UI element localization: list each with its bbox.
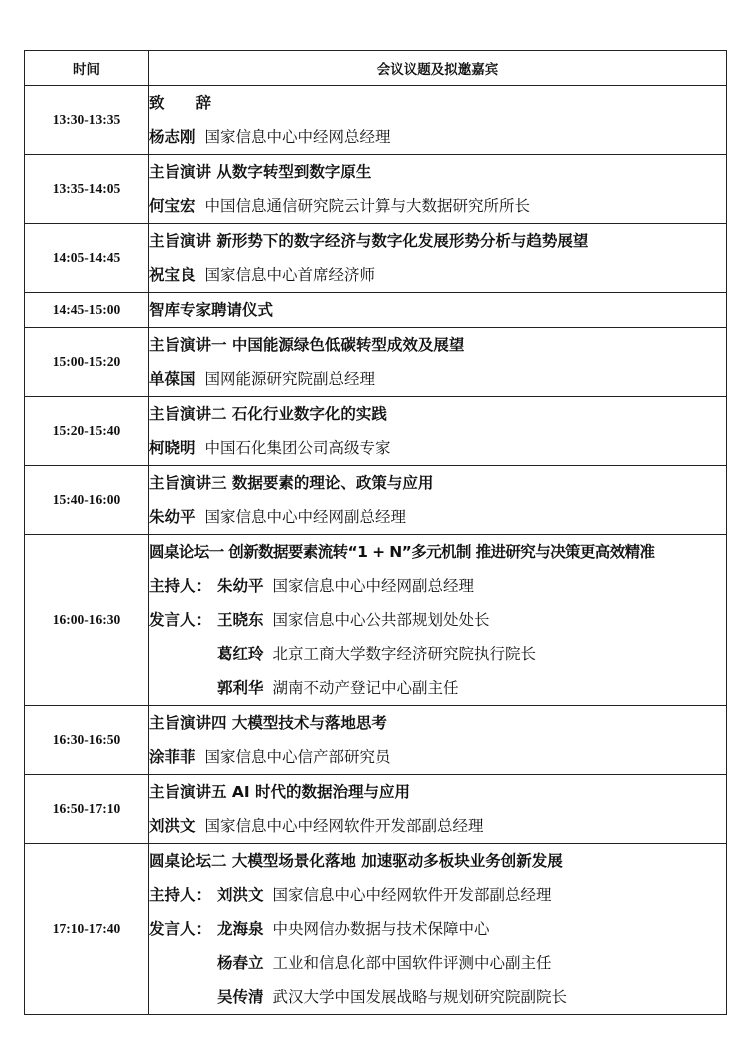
speaker-title: 国家信息中心中经网总经理 — [204, 128, 391, 146]
session-title: 圆桌论坛二 大模型场景化落地 加速驱动多板块业务创新发展 — [149, 852, 563, 870]
panelist-name: 葛红玲 — [217, 645, 264, 663]
panelist-line — [149, 637, 726, 671]
speaker-name: 涂菲菲 — [149, 748, 196, 766]
session-topic — [149, 397, 727, 466]
host-line — [149, 878, 726, 912]
panelist-title: 湖南不动产登记中心副主任 — [272, 679, 459, 697]
speaker-name: 柯晓明 — [149, 439, 196, 457]
session-title: 智库专家聘请仪式 — [149, 301, 274, 319]
speaker-name: 单葆国 — [149, 370, 196, 388]
session-row — [25, 328, 727, 397]
session-topic — [149, 328, 727, 397]
session-row — [25, 155, 727, 224]
header-time: 时间 — [25, 51, 149, 86]
agenda-table — [24, 50, 727, 1015]
panelist-line — [149, 912, 726, 946]
panel-label: 发言人： — [149, 611, 212, 629]
speaker-name: 祝宝良 — [149, 266, 196, 284]
session-title: 主旨演讲五 AI 时代的数据治理与应用 — [149, 783, 411, 801]
panelist-name: 王晓东 — [217, 611, 264, 629]
host-label: 主持人： — [149, 886, 212, 904]
speaker-line — [149, 740, 726, 774]
session-time: 14:45-15:00 — [25, 293, 149, 328]
speaker-title: 国家信息中心首席经济师 — [204, 266, 376, 284]
session-topic — [149, 293, 727, 328]
panelist-line — [149, 603, 726, 637]
speaker-title: 国家信息中心信产部研究员 — [204, 748, 391, 766]
session-row — [25, 844, 727, 1015]
session-time: 16:30-16:50 — [25, 706, 149, 775]
session-topic — [149, 155, 727, 224]
session-time: 13:35-14:05 — [25, 155, 149, 224]
session-time: 17:10-17:40 — [25, 844, 149, 1015]
session-time: 16:00-16:30 — [25, 535, 149, 706]
panelist-name: 郭利华 — [217, 679, 264, 697]
session-row — [25, 706, 727, 775]
session-row — [25, 535, 727, 706]
session-title: 主旨演讲二 石化行业数字化的实践 — [149, 405, 387, 423]
panelist-title: 工业和信息化部中国软件评测中心副主任 — [272, 954, 552, 972]
session-topic — [149, 844, 727, 1015]
panelist-name: 吴传清 — [217, 988, 264, 1006]
host-name: 朱幼平 — [217, 577, 264, 595]
session-row — [25, 397, 727, 466]
panelist-line — [149, 980, 726, 1014]
speaker-line — [149, 809, 726, 843]
speaker-line — [149, 500, 726, 534]
session-time: 14:05-14:45 — [25, 224, 149, 293]
session-topic — [149, 224, 727, 293]
session-row — [25, 293, 727, 328]
panelist-title: 北京工商大学数字经济研究院执行院长 — [272, 645, 537, 663]
session-title: 圆桌论坛一 创新数据要素流转“1 + N”多元机制 推进研究与决策更高效精准 — [149, 543, 655, 561]
speaker-name: 何宝宏 — [149, 197, 196, 215]
session-time: 16:50-17:10 — [25, 775, 149, 844]
header-topic: 会议议题及拟邀嘉宾 — [149, 51, 727, 86]
panel-label: 发言人： — [149, 920, 212, 938]
speaker-title: 中国石化集团公司高级专家 — [204, 439, 391, 457]
host-line — [149, 569, 726, 603]
session-time: 15:00-15:20 — [25, 328, 149, 397]
panelist-title: 中央网信办数据与技术保障中心 — [272, 920, 490, 938]
speaker-line — [149, 258, 726, 292]
host-title: 国家信息中心中经网副总经理 — [272, 577, 475, 595]
session-time: 15:40-16:00 — [25, 466, 149, 535]
speaker-title: 国网能源研究院副总经理 — [204, 370, 376, 388]
speaker-name: 朱幼平 — [149, 508, 196, 526]
session-row — [25, 466, 727, 535]
panelist-line — [149, 946, 726, 980]
host-title: 国家信息中心中经网软件开发部副总经理 — [272, 886, 552, 904]
session-title: 主旨演讲一 中国能源绿色低碳转型成效及展望 — [149, 336, 465, 354]
session-row — [25, 86, 727, 155]
session-topic — [149, 775, 727, 844]
speaker-name: 刘洪文 — [149, 817, 196, 835]
panelist-name: 龙海泉 — [217, 920, 264, 938]
session-row — [25, 224, 727, 293]
speaker-line — [149, 120, 726, 154]
session-time: 13:30-13:35 — [25, 86, 149, 155]
session-topic — [149, 86, 727, 155]
panelist-name: 杨春立 — [217, 954, 264, 972]
speaker-title: 中国信息通信研究院云计算与大数据研究所所长 — [204, 197, 531, 215]
panelist-title: 国家信息中心公共部规划处处长 — [272, 611, 490, 629]
session-title: 主旨演讲三 数据要素的理论、政策与应用 — [149, 474, 434, 492]
panelist-title: 武汉大学中国发展战略与规划研究院副院长 — [272, 988, 568, 1006]
session-topic — [149, 466, 727, 535]
session-title: 致 辞 — [149, 94, 212, 112]
session-time: 15:20-15:40 — [25, 397, 149, 466]
session-row — [25, 775, 727, 844]
speaker-line — [149, 431, 726, 465]
speaker-name: 杨志刚 — [149, 128, 196, 146]
session-topic — [149, 535, 727, 706]
session-title: 主旨演讲四 大模型技术与落地思考 — [149, 714, 387, 732]
speaker-line — [149, 362, 726, 396]
speaker-line — [149, 189, 726, 223]
session-title: 主旨演讲 新形势下的数字经济与数字化发展形势分析与趋势展望 — [149, 232, 589, 250]
session-title: 主旨演讲 从数字转型到数字原生 — [149, 163, 372, 181]
panelist-line — [149, 671, 726, 705]
speaker-title: 国家信息中心中经网副总经理 — [204, 508, 407, 526]
table-header-row — [25, 51, 727, 86]
host-label: 主持人： — [149, 577, 212, 595]
session-topic — [149, 706, 727, 775]
host-name: 刘洪文 — [217, 886, 264, 904]
speaker-title: 国家信息中心中经网软件开发部副总经理 — [204, 817, 484, 835]
